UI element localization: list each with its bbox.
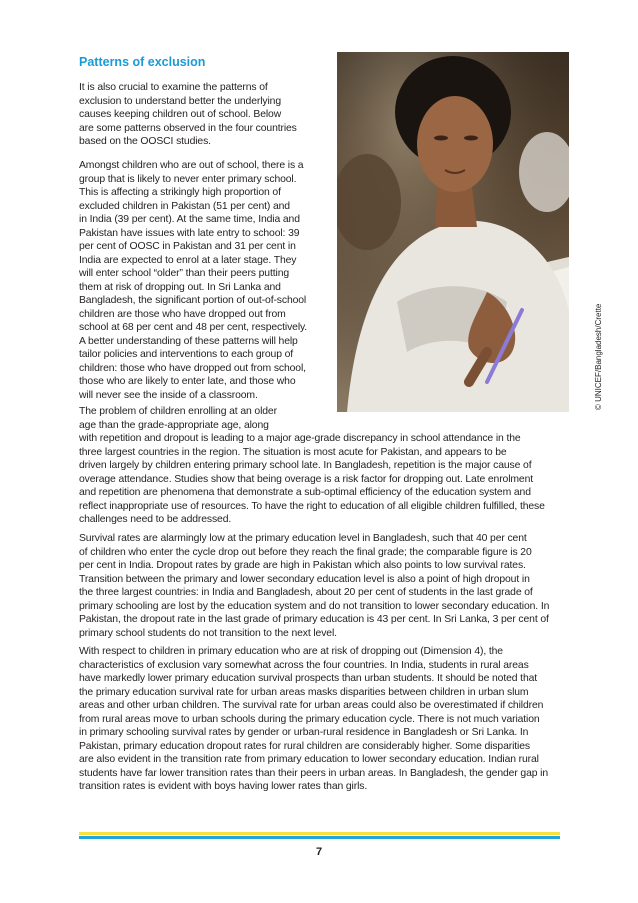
text-line: per cent in India. Dropout rates by grade are high in Pakistan which also points to low survival rates. [79, 560, 526, 571]
text-line: reflect inappropriate use of resources. To have the right to education of all eligible children fulfilled, these [79, 500, 545, 512]
text-line: students have far lower transition rates than their peers in urban areas. In Bangladesh, the gender gap in [79, 767, 549, 779]
paragraph-patterns-intro [79, 81, 331, 149]
text-line: Amongst children who are out of school, there is a [79, 160, 304, 171]
text-line: It is also crucial to examine the patterns of [79, 82, 268, 93]
text-line: With respect to children in primary education who are at risk of dropping out (Dimension 4), the [79, 646, 503, 657]
text-line: the three largest countries: in India and Bangladesh, about 20 per cent of students in the last grade of [79, 587, 533, 598]
text-line: Pakistan, primary education dropout rates for rural children are considerably higher. Some disparities [79, 740, 530, 752]
text-line: areas and other urban children. The survival rate for urban areas could also be overestimated if children [79, 700, 544, 711]
paragraph-age-grade [79, 405, 579, 527]
text-line: in India (39 per cent). At the same time, India and [79, 214, 300, 225]
paragraph-dropout-risk [79, 645, 579, 794]
text-line: are also evident in the transition rate from primary education to lower secondary education. Indian rural [79, 754, 539, 765]
photo-illustration [337, 52, 569, 412]
section-heading: Patterns of exclusion [79, 55, 206, 69]
text-line: characteristics of exclusion vary somewhat across the four countries. In India, students in rural areas [79, 659, 529, 671]
text-line: from rural areas move to urban schools during the primary education cycle. There is not much variation [79, 713, 540, 725]
text-line: children are those who have dropped out from [79, 308, 286, 320]
text-line: the primary education survival rate for urban areas masks disparities between children in urban slum [79, 686, 529, 698]
text-line: with repetition and dropout is leading to a major age-grade discrepancy in school attendance in the [79, 433, 521, 444]
text-line: causes keeping children out of school. Below [79, 109, 282, 120]
text-line: have markedly lower primary education survival prospects than urban students. It should be noted that [79, 673, 538, 684]
text-line: driven largely by children entering primary school late. In Bangladesh, repetition is the major cause of [79, 460, 532, 471]
text-line: will enter school “older” than their peers putting [79, 268, 290, 279]
text-line: primary school students do not transition to the next level. [79, 627, 337, 639]
text-line: Survival rates are alarmingly low at the primary education level in Bangladesh, such that 40 per cent [79, 533, 527, 544]
footer-rule-blue [79, 836, 560, 839]
text-line: and repetition are phenomena that demonstrate a sub-optimal efficiency of the education system and [79, 487, 531, 498]
text-line: challenges need to be addressed. [79, 514, 232, 525]
text-line: transition rates is evident with boys having lower rates than girls. [79, 781, 368, 792]
text-line: Pakistan, the dropout rate in the last grade of primary education is 43 per cent. In Sri Lanka, 3 per cent of [79, 614, 549, 625]
text-line: in primary schooling survival rates by gender or urban-rural residence in Bangladesh or Sri Lanka. In [79, 727, 529, 738]
text-line: excluded children in Pakistan (51 per cent) and [79, 200, 290, 212]
text-line: those who are likely to enter late, and those who [79, 376, 296, 387]
text-line: group that is likely to never enter primary school. [79, 173, 297, 185]
text-line: will never see the inside of a classroom. [79, 389, 258, 401]
text-line: exclusion to understand better the underlying [79, 95, 281, 107]
text-line: school at 68 per cent and 48 per cent, respectively. [79, 322, 308, 333]
text-line: overage attendance. Studies show that being overage is a risk factor for dropping out. Late enrolment [79, 473, 534, 485]
text-line: tailor policies and interventions to each group of [79, 349, 294, 360]
text-line: them at risk of dropping out. In Sri Lanka and [79, 281, 281, 293]
text-line: based on the OOSCI studies. [79, 136, 211, 147]
text-line: Bangladesh, the significant portion of out-of-school [79, 295, 307, 306]
footer-rule-yellow [79, 832, 560, 835]
paragraph-never-enter [79, 159, 331, 402]
photo-credit: © UNICEF/Bangladesh/Crette [594, 303, 603, 410]
text-line: This is affecting a strikingly high proportion of [79, 187, 281, 198]
text-line: three largest countries in the region. The situation is most acute for Pakistan, and appears to be [79, 446, 507, 458]
text-line: age than the grade-appropriate age, along [79, 419, 269, 431]
text-line: primary schooling are lost by the education system and do not transition to lower secondary education. In [79, 600, 550, 612]
text-line: Transition between the primary and lower secondary education level is also a point of high dropout in [79, 573, 530, 585]
photo-girl-writing [337, 52, 569, 412]
page-number: 7 [315, 846, 323, 858]
text-line: are some patterns observed in the four countries [79, 122, 297, 134]
text-line: The problem of children enrolling at an older [79, 406, 277, 417]
paragraph-survival-rates [79, 532, 579, 640]
text-line: of children who enter the cycle drop out before they reach the final grade; the comparable figure is 20 [79, 546, 532, 558]
text-line: A better understanding of these patterns will help [79, 335, 298, 347]
text-line: per cent of OOSC in Pakistan and 31 per cent in [79, 241, 296, 252]
text-line: Pakistan have issues with late entry to school: 39 [79, 227, 300, 239]
text-line: India are expected to enrol at a later stage. They [79, 254, 297, 266]
text-line: children: those who have dropped out from school, [79, 362, 306, 374]
